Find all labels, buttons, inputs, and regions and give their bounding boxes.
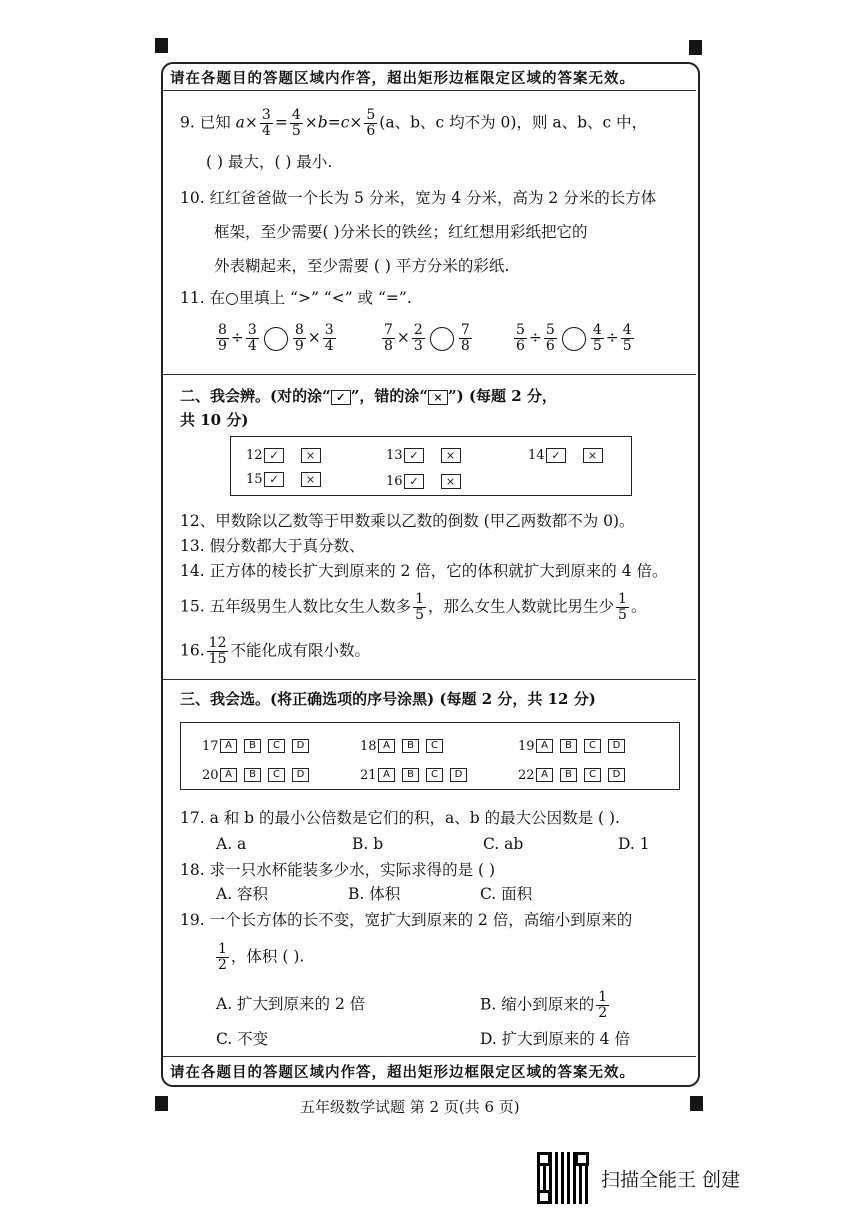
option-d[interactable]: D <box>450 768 467 782</box>
choice-row-21 <box>360 764 474 783</box>
numerator: 5 <box>545 322 555 338</box>
numerator: 7 <box>384 322 393 338</box>
times-sign: × <box>304 113 318 132</box>
scanner-watermark: 扫描全能王 创建 <box>601 1169 741 1191</box>
item-number: 19 <box>518 739 535 754</box>
q17-option-b: B. b <box>352 835 384 853</box>
numerator: 3 <box>247 322 257 338</box>
question-16 <box>180 636 370 667</box>
divide-sign: ÷ <box>605 328 619 347</box>
section-2-title <box>180 385 557 406</box>
numerator: 3 <box>324 322 334 338</box>
times-sign: × <box>307 328 321 347</box>
denominator: 5 <box>592 338 602 354</box>
denominator: 6 <box>545 338 555 354</box>
fraction <box>544 323 557 354</box>
numerator: 1 <box>618 591 627 607</box>
q19-option-c: C. 不变 <box>216 1030 269 1048</box>
registration-mark-top-left <box>155 38 168 53</box>
fraction <box>216 323 229 354</box>
question-19-line1: 19. 一个长方体的长不变，宽扩大到原来的 2 倍，高缩小到原来的 <box>180 911 633 929</box>
numerator: 8 <box>294 322 304 338</box>
question-9-answers: ( ) 最大，( ) 最小. <box>206 153 333 171</box>
question-18: 18. 求一只水杯能装多少水，实际求得的是 ( ) <box>180 861 496 879</box>
fraction <box>621 323 634 354</box>
registration-mark-bottom-left <box>155 1096 168 1111</box>
q17-option-c: C. ab <box>483 835 524 853</box>
var-c: c <box>340 113 350 132</box>
item-number: 17 <box>202 739 219 754</box>
option-c[interactable]: C <box>426 768 443 782</box>
divider <box>163 679 696 680</box>
divider <box>163 90 696 91</box>
divider <box>163 374 696 375</box>
compare-expression-1 <box>214 323 338 354</box>
q16-text: 不能化成有限小数。 <box>230 641 370 660</box>
fraction <box>364 108 377 139</box>
answer-notice-bottom: 请在各题目的答题区域内作答，超出矩形边框限定区域的答案无效。 <box>170 1064 635 1081</box>
var-a: a <box>235 113 245 132</box>
option-d[interactable]: D <box>608 768 625 782</box>
option-c[interactable]: C <box>426 739 443 753</box>
cross-option[interactable]: × <box>583 448 603 463</box>
denominator: 2 <box>218 957 227 973</box>
fraction <box>413 592 426 623</box>
compare-circle[interactable] <box>562 327 586 351</box>
denominator: 4 <box>324 338 334 354</box>
option-b[interactable]: B <box>402 739 419 753</box>
fraction <box>207 636 229 667</box>
divide-sign: ÷ <box>230 328 244 347</box>
choice-row-20 <box>202 764 316 783</box>
numerator: 1 <box>218 941 227 957</box>
numerator: 5 <box>516 322 525 338</box>
numerator: 1 <box>415 591 425 607</box>
page-footer: 五年级数学试题 第 2 页(共 6 页) <box>300 1098 520 1116</box>
item-number: 18 <box>360 739 377 754</box>
cross-option[interactable]: × <box>441 448 461 463</box>
denominator: 6 <box>516 338 525 354</box>
option-a[interactable]: A <box>220 768 237 782</box>
cross-option[interactable]: × <box>301 448 321 463</box>
section-2-title-part: ”，错的涂“ <box>350 387 428 405</box>
q17-option-a: A. a <box>216 835 247 853</box>
check-option[interactable]: ✓ <box>404 448 424 463</box>
denominator: 8 <box>460 338 470 354</box>
question-10-line3: 外表糊起来，至少需要 ( ) 平方分米的彩纸. <box>214 257 510 275</box>
q15-text: 。 <box>630 597 647 616</box>
cross-option[interactable]: × <box>441 474 461 489</box>
compare-circle[interactable] <box>430 327 454 351</box>
item-number: 14 <box>528 448 545 463</box>
q15-text: ，那么女生人数就比男生少 <box>428 597 615 616</box>
judge-item-16 <box>386 474 461 489</box>
check-option[interactable]: ✓ <box>264 448 284 463</box>
fraction <box>591 323 604 354</box>
qr-code-icon <box>537 1152 589 1204</box>
denominator: 8 <box>384 338 393 354</box>
choice-row-17 <box>202 735 316 754</box>
item-number: 12 <box>246 448 263 463</box>
question-17: 17. a 和 b 的最小公倍数是它们的积，a、b 的最大公因数是 ( ). <box>180 809 620 827</box>
choice-row-18 <box>360 735 450 754</box>
option-a[interactable]: A <box>220 739 237 753</box>
numerator: 4 <box>622 322 632 338</box>
judge-item-15 <box>246 472 321 487</box>
equals-sign: = <box>274 113 288 132</box>
section-2-title-part: 二、我会辨。(对的涂“ <box>180 387 331 405</box>
q19-option-b <box>480 990 611 1021</box>
question-12: 12、甲数除以乙数等于甲数乘以乙数的倒数 (甲乙两数都不为 0)。 <box>180 512 635 530</box>
option-c[interactable]: C <box>268 768 285 782</box>
denominator: 2 <box>598 1005 608 1021</box>
check-option[interactable]: ✓ <box>404 474 424 489</box>
question-15 <box>180 592 646 623</box>
compare-expression-2 <box>380 323 474 354</box>
option-b[interactable]: B <box>244 739 261 753</box>
denominator: 5 <box>618 607 627 623</box>
item-number: 20 <box>202 768 219 783</box>
fraction <box>293 323 306 354</box>
var-b: b <box>317 113 328 132</box>
q9-condition: (a、b、c 均不为 0)，则 a、b、c 中， <box>379 113 648 132</box>
denominator: 3 <box>413 338 423 354</box>
denominator: 9 <box>218 338 227 354</box>
times-sign: × <box>244 113 258 132</box>
question-19-line2 <box>214 942 304 973</box>
fraction <box>459 323 472 354</box>
q19-option-d: D. 扩大到原来的 4 倍 <box>480 1030 630 1048</box>
option-b[interactable]: B <box>560 768 577 782</box>
fraction <box>382 323 395 354</box>
cross-icon: × <box>428 390 448 405</box>
equals-sign: = <box>327 113 341 132</box>
divider <box>163 1056 696 1057</box>
question-14: 14. 正方体的棱长扩大到原来的 2 倍，它的体积就扩大到原来的 4 倍。 <box>180 562 668 580</box>
q17-option-d: D. 1 <box>618 835 650 853</box>
item-number: 22 <box>518 768 535 783</box>
option-c[interactable]: C <box>268 739 285 753</box>
question-9 <box>180 108 647 139</box>
q9-prefix: 9. 已知 <box>180 113 231 132</box>
option-b[interactable]: B <box>244 768 261 782</box>
denominator: 5 <box>415 607 425 623</box>
choice-row-22 <box>518 764 632 783</box>
judge-item-12 <box>246 448 321 463</box>
numerator: 1 <box>598 989 608 1005</box>
fraction <box>616 592 629 623</box>
option-d[interactable]: D <box>292 739 309 753</box>
q19-text: ，体积 ( ). <box>230 947 305 966</box>
fraction <box>260 108 273 139</box>
question-10-line1: 10. 红红爸爸做一个长为 5 分米，宽为 4 分米，高为 2 分米的长方体 <box>180 189 657 207</box>
option-a[interactable]: A <box>378 739 395 753</box>
judge-item-13 <box>386 448 461 463</box>
q16-number: 16. <box>180 641 205 660</box>
denominator: 15 <box>208 651 227 667</box>
compare-expression-3 <box>512 323 636 354</box>
option-b[interactable]: B <box>402 768 419 782</box>
times-sign: × <box>396 328 410 347</box>
option-a[interactable]: A <box>536 739 553 753</box>
q19-option-b-text: B. 缩小到原来的 <box>480 995 595 1014</box>
cross-option[interactable]: × <box>301 472 321 487</box>
denominator: 6 <box>366 123 376 139</box>
judge-item-14 <box>528 448 603 463</box>
option-b[interactable]: B <box>560 739 577 753</box>
fraction <box>290 108 303 139</box>
section-2-title-line2: 共 10 分) <box>180 411 249 429</box>
option-c[interactable]: C <box>584 768 601 782</box>
question-13: 13. 假分数都大于真分数、 <box>180 537 365 555</box>
section-3-title: 三、我会选。(将正确选项的序号涂黑) (每题 2 分，共 12 分) <box>180 690 596 708</box>
numerator: 4 <box>592 322 602 338</box>
q18-option-b: B. 体积 <box>348 885 401 903</box>
divide-sign: ÷ <box>528 328 542 347</box>
numerator: 8 <box>218 322 227 338</box>
fraction <box>596 990 609 1021</box>
q18-option-a: A. 容积 <box>216 885 269 903</box>
option-a[interactable]: A <box>378 768 395 782</box>
q19-option-a: A. 扩大到原来的 2 倍 <box>216 995 366 1013</box>
item-number: 15 <box>246 472 263 487</box>
fraction <box>323 323 336 354</box>
numerator: 5 <box>366 107 376 123</box>
fraction <box>216 942 229 973</box>
numerator: 2 <box>413 322 423 338</box>
item-number: 21 <box>360 768 377 783</box>
numerator: 4 <box>291 107 301 123</box>
question-11: 11. 在○里填上 “>” “<” 或 “=”. <box>180 289 412 307</box>
times-sign: × <box>349 113 363 132</box>
question-10-line2: 框架，至少需要( )分米长的铁丝；红红想用彩纸把它的 <box>214 223 588 241</box>
denominator: 5 <box>622 338 632 354</box>
fraction <box>514 323 527 354</box>
section-2-title-part: ”) (每题 2 分， <box>448 387 557 405</box>
option-a[interactable]: A <box>536 768 553 782</box>
check-option[interactable]: ✓ <box>546 448 566 463</box>
fraction <box>246 323 259 354</box>
registration-mark-bottom-right <box>690 1096 703 1111</box>
fraction <box>412 323 425 354</box>
compare-circle[interactable] <box>264 327 288 351</box>
option-c[interactable]: C <box>584 739 601 753</box>
denominator: 4 <box>247 338 257 354</box>
choice-row-19 <box>518 735 632 754</box>
check-icon: ✓ <box>331 390 351 405</box>
check-option[interactable]: ✓ <box>264 472 284 487</box>
item-number: 13 <box>386 448 403 463</box>
numerator: 7 <box>460 322 470 338</box>
option-d[interactable]: D <box>608 739 625 753</box>
denominator: 9 <box>294 338 304 354</box>
denominator: 4 <box>261 123 271 139</box>
numerator: 3 <box>261 107 271 123</box>
registration-mark-top-right <box>689 40 702 55</box>
q15-text: 15. 五年级男生人数比女生人数多 <box>180 597 412 616</box>
option-d[interactable]: D <box>292 768 309 782</box>
q18-option-c: C. 面积 <box>480 885 533 903</box>
item-number: 16 <box>386 474 403 489</box>
answer-notice-top: 请在各题目的答题区域内作答，超出矩形边框限定区域的答案无效。 <box>170 70 635 87</box>
numerator: 12 <box>208 635 227 651</box>
denominator: 5 <box>291 123 301 139</box>
